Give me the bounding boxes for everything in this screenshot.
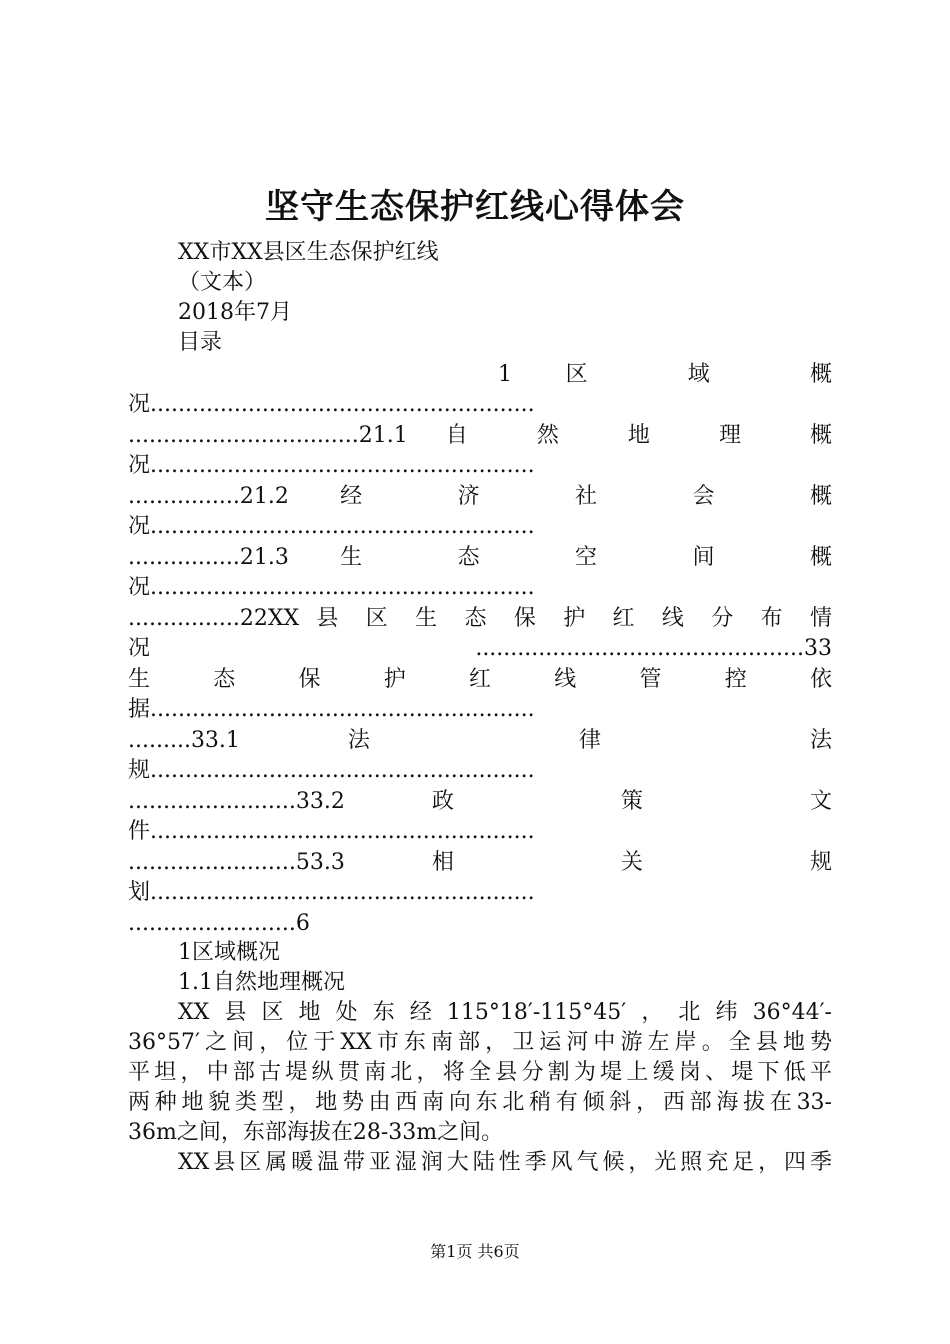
toc-line: 况 ...............................................33	[128, 636, 832, 661]
toc-line: 件.......................................................	[128, 819, 535, 844]
toc-line: .........33.1 法 律 法	[128, 728, 832, 753]
toc-heading: 目录	[178, 330, 223, 355]
toc-line: ................21.2 经 济 社 会 概	[128, 484, 832, 509]
document-title: 坚守生态保护红线心得体会	[265, 187, 685, 227]
header-line: 2018年7月	[178, 300, 292, 325]
section-heading: 1区域概况	[178, 940, 280, 965]
subsection-heading: 1.1自然地理概况	[178, 970, 345, 995]
toc-line: ........................6	[128, 911, 310, 936]
toc-line: ................21.3 生 态 空 间 概	[128, 545, 832, 570]
page-footer: 第1页 共6页	[430, 1242, 520, 1261]
paragraph-line: 平坦，中部古堤纵贯南北，将全县分割为堤上缓岗、堤下低平	[128, 1060, 832, 1085]
toc-line: 规.......................................................	[128, 758, 535, 783]
paragraph-line: XX县区地处东经115°18′-115°45′，北纬36°44′-	[178, 1000, 832, 1025]
toc-line: 况.......................................................	[128, 392, 535, 417]
toc-line: ........................53.3 相 关 规	[128, 850, 832, 875]
paragraph-line: 两种地貌类型，地势由西南向东北稍有倾斜，西部海拔在33-	[128, 1090, 832, 1115]
paragraph-line: 36m之间，东部海拔在28-33m之间。	[128, 1120, 504, 1145]
header-line: （文本）	[178, 270, 267, 295]
toc-line: 况.......................................................	[128, 514, 535, 539]
toc-line: 划.......................................................	[128, 880, 535, 905]
toc-line: 1 区 域 概	[498, 362, 832, 387]
toc-line: ................22XX 县 区 生 态 保 护 红 线 分 布 情	[128, 606, 832, 631]
toc-line: 况.......................................................	[128, 453, 535, 478]
toc-line: 况.......................................................	[128, 575, 535, 600]
toc-line: ........................33.2 政 策 文	[128, 789, 832, 814]
toc-line: 生 态 保 护 红 线 管 控 依	[128, 667, 832, 692]
header-line: XX市XX县区生态保护红线	[178, 240, 439, 265]
paragraph-line: XX县区属暖温带亚湿润大陆性季风气候，光照充足，四季	[178, 1150, 832, 1175]
toc-line: .................................21.1 自 然 地 理 概	[128, 423, 832, 448]
toc-line: 据.......................................................	[128, 697, 535, 722]
paragraph-line: 36°57′之间，位于XX市东南部，卫运河中游左岸。全县地势	[128, 1030, 832, 1055]
